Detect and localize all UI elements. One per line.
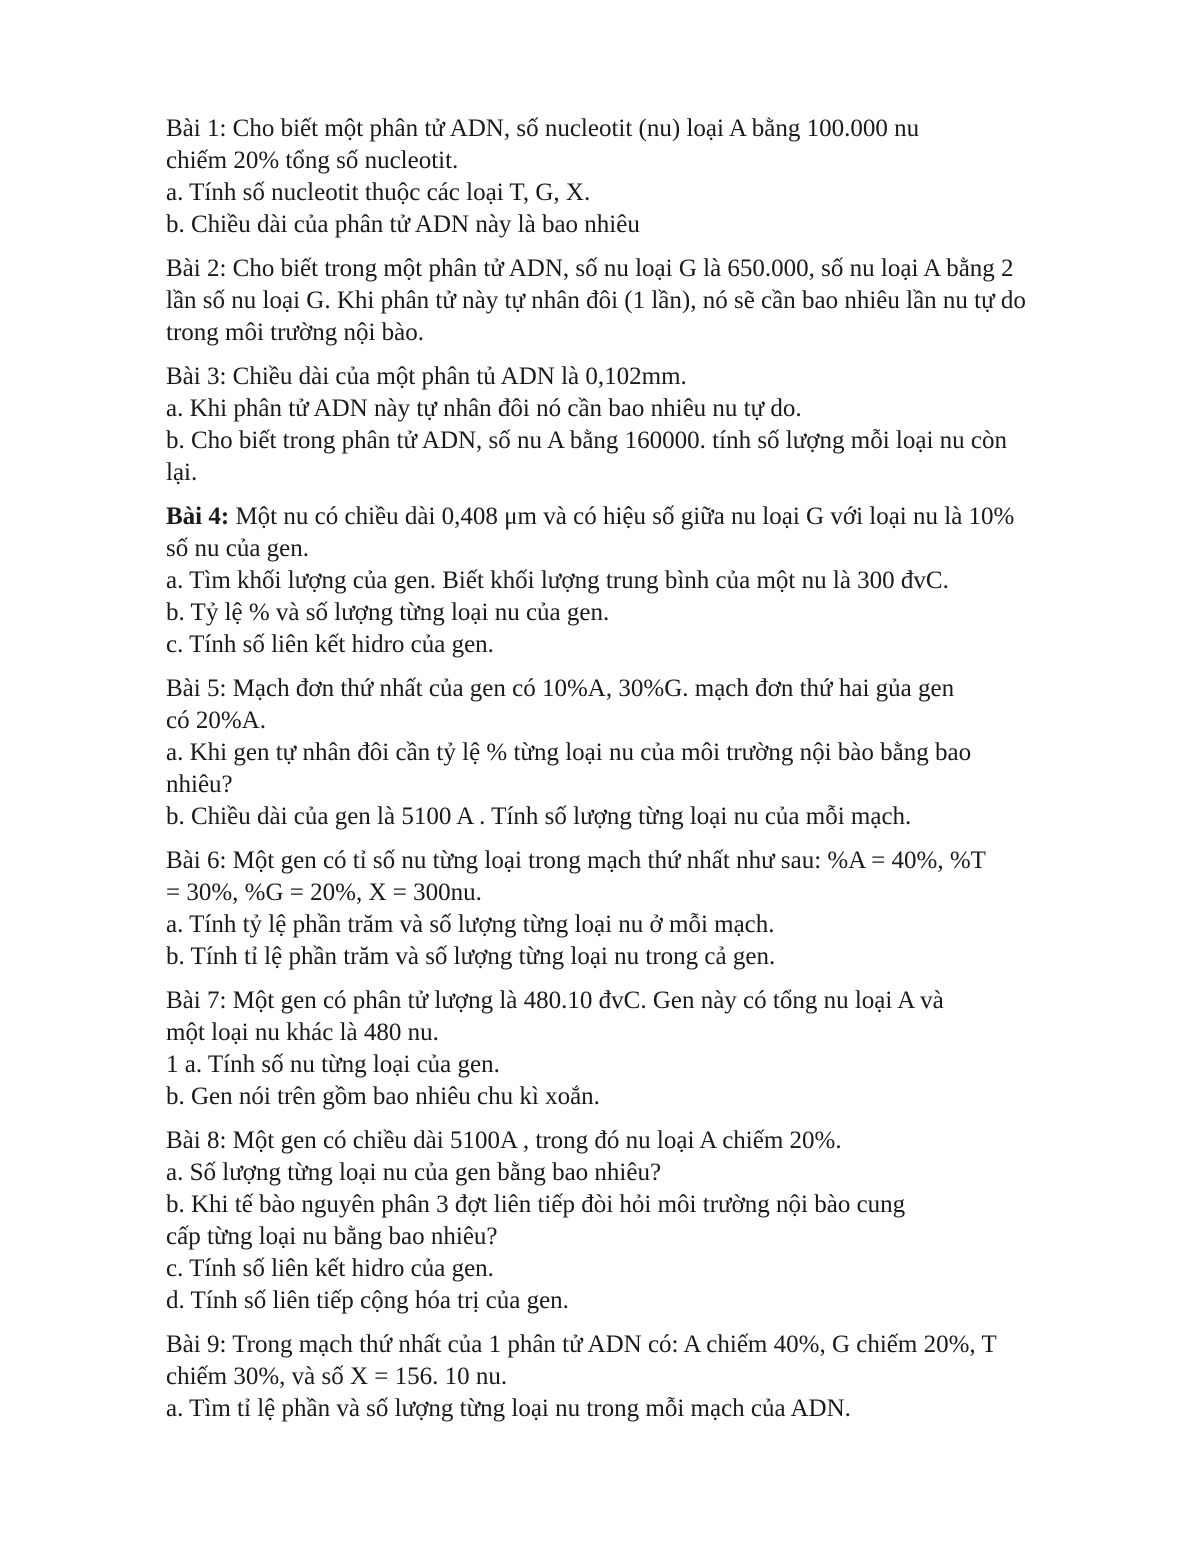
exercise-first-line (166, 845, 1126, 877)
exercise-line (166, 801, 1126, 833)
exercise-block (166, 985, 1126, 1113)
exercise-title: Bài 2: (166, 255, 227, 282)
exercise-text: = 30%, %G = 20%, X = 300nu. (166, 879, 482, 906)
exercise-first-line (166, 985, 1126, 1017)
exercise-first-line (166, 501, 1126, 533)
exercise-text: a. Tìm khối lượng của gen. Biết khối lượng trung bình của một nu là 300 đvC. (166, 567, 949, 594)
exercise-text: 1 a. Tính số nu từng loại của gen. (166, 1051, 500, 1078)
exercise-text: d. Tính số liên tiếp cộng hóa trị của gen. (166, 1287, 569, 1314)
exercise-first-line (166, 1329, 1126, 1361)
exercise-title: Bài 3: (166, 363, 227, 390)
exercise-text: b. Chiều dài của phân tử ADN này là bao nhiêu (166, 211, 640, 238)
exercise-line (166, 1221, 1126, 1253)
exercise-title: Bài 7: (166, 987, 227, 1014)
exercise-first-line (166, 253, 1126, 285)
document-body (166, 113, 1126, 1437)
exercise-line (166, 877, 1126, 909)
exercise-text: b. Chiều dài của gen là 5100 A . Tính số lượng từng loại nu của mỗi mạch. (166, 803, 912, 830)
exercise-block (166, 253, 1126, 349)
exercise-line (166, 457, 1126, 489)
exercise-line (166, 177, 1126, 209)
exercise-text: Mạch đơn thứ nhất của gen có 10%A, 30%G. mạch đơn thứ hai gủa gen (232, 675, 955, 702)
exercise-line (166, 1157, 1126, 1189)
exercise-line (166, 1017, 1126, 1049)
exercise-text: Cho biết trong một phân tử ADN, số nu loại G là 650.000, số nu loại A bằng 2 (232, 255, 1014, 282)
exercise-line (166, 1361, 1126, 1393)
exercise-block (166, 501, 1126, 661)
exercise-block (166, 361, 1126, 489)
exercise-line (166, 565, 1126, 597)
exercise-text: chiếm 30%, và số X = 156. 10 nu. (166, 1363, 508, 1390)
exercise-text: Cho biết một phân tử ADN, số nucleotit (nu) loại A bằng 100.000 nu (232, 115, 920, 142)
exercise-text: a. Tính số nucleotit thuộc các loại T, G, X. (166, 179, 591, 206)
exercise-line (166, 1285, 1126, 1317)
exercise-text: có 20%A. (166, 707, 266, 734)
exercise-text: a. Tính tỷ lệ phần trăm và số lượng từng loại nu ở mỗi mạch. (166, 911, 775, 938)
exercise-line (166, 629, 1126, 661)
exercise-text: chiếm 20% tổng số nucleotit. (166, 147, 459, 174)
exercise-block (166, 845, 1126, 973)
exercise-text: a. Tìm tỉ lệ phần và số lượng từng loại nu trong mỗi mạch của ADN. (166, 1395, 851, 1422)
exercise-title: Bài 4: (166, 503, 230, 530)
exercise-line (166, 145, 1126, 177)
exercise-text: Một gen có chiều dài 5100A , trong đó nu loại A chiếm 20%. (232, 1127, 842, 1154)
exercise-line (166, 597, 1126, 629)
exercise-text: lại. (166, 459, 198, 486)
exercise-line (166, 1393, 1126, 1425)
exercise-line (166, 705, 1126, 737)
exercise-line (166, 769, 1126, 801)
exercise-text: a. Khi gen tự nhân đôi cần tỷ lệ % từng loại nu của môi trường nội bào bằng bao (166, 739, 972, 766)
exercise-block (166, 1329, 1126, 1425)
exercise-text: số nu của gen. (166, 535, 310, 562)
exercise-title: Bài 9: (166, 1331, 227, 1358)
exercise-line (166, 209, 1126, 241)
exercise-text: b. Cho biết trong phân tử ADN, số nu A bằng 160000. tính số lượng mỗi loại nu còn (166, 427, 1007, 454)
exercise-text: lần số nu loại G. Khi phân tử này tự nhân đôi (1 lần), nó sẽ cần bao nhiêu lần nu tự do (166, 287, 1026, 314)
exercise-text: b. Gen nói trên gồm bao nhiêu chu kì xoắn. (166, 1083, 600, 1110)
exercise-text: một loại nu khác là 480 nu. (166, 1019, 439, 1046)
exercise-line (166, 941, 1126, 973)
exercise-line (166, 533, 1126, 565)
exercise-text: Một gen có tỉ số nu từng loại trong mạch thứ nhất như sau: %A = 40%, %T (232, 847, 986, 874)
exercise-title: Bài 1: (166, 115, 227, 142)
exercise-text: c. Tính số liên kết hidro của gen. (166, 1255, 494, 1282)
exercise-line (166, 317, 1126, 349)
exercise-title: Bài 8: (166, 1127, 227, 1154)
exercise-line (166, 1049, 1126, 1081)
exercise-line (166, 1081, 1126, 1113)
exercise-line (166, 425, 1126, 457)
exercise-first-line (166, 361, 1126, 393)
exercise-text: nhiêu? (166, 771, 233, 798)
exercise-line (166, 909, 1126, 941)
exercise-text: Chiều dài của một phân tủ ADN là 0,102mm. (232, 363, 687, 390)
exercise-text: b. Tính tỉ lệ phần trăm và số lượng từng loại nu trong cả gen. (166, 943, 776, 970)
exercise-text: Một gen có phân tử lượng là 480.10 đvC. Gen này có tổng nu loại A và (232, 987, 944, 1014)
exercise-line (166, 393, 1126, 425)
exercise-block (166, 113, 1126, 241)
exercise-line (166, 737, 1126, 769)
exercise-block (166, 1125, 1126, 1317)
exercise-text: a. Khi phân tử ADN này tự nhân đôi nó cần bao nhiêu nu tự do. (166, 395, 802, 422)
exercise-text: b. Khi tế bào nguyên phân 3 đợt liên tiếp đòi hỏi môi trường nội bào cung (166, 1191, 906, 1218)
exercise-text: c. Tính số liên kết hidro của gen. (166, 631, 494, 658)
exercise-line (166, 285, 1126, 317)
exercise-text: Trong mạch thứ nhất của 1 phân tử ADN có: A chiếm 40%, G chiếm 20%, T (232, 1331, 997, 1358)
exercise-first-line (166, 1125, 1126, 1157)
exercise-text: trong môi trường nội bào. (166, 319, 424, 346)
exercise-title: Bài 6: (166, 847, 227, 874)
exercise-line (166, 1253, 1126, 1285)
exercise-text: Một nu có chiều dài 0,408 μm và có hiệu số giữa nu loại G với loại nu là 10% (235, 503, 1015, 530)
exercise-block (166, 673, 1126, 833)
exercise-text: b. Tỷ lệ % và số lượng từng loại nu của gen. (166, 599, 610, 626)
exercise-first-line (166, 113, 1126, 145)
exercise-title: Bài 5: (166, 675, 227, 702)
exercise-text: cấp từng loại nu bằng bao nhiêu? (166, 1223, 498, 1250)
exercise-first-line (166, 673, 1126, 705)
exercise-text: a. Số lượng từng loại nu của gen bằng bao nhiêu? (166, 1159, 662, 1186)
exercise-line (166, 1189, 1126, 1221)
